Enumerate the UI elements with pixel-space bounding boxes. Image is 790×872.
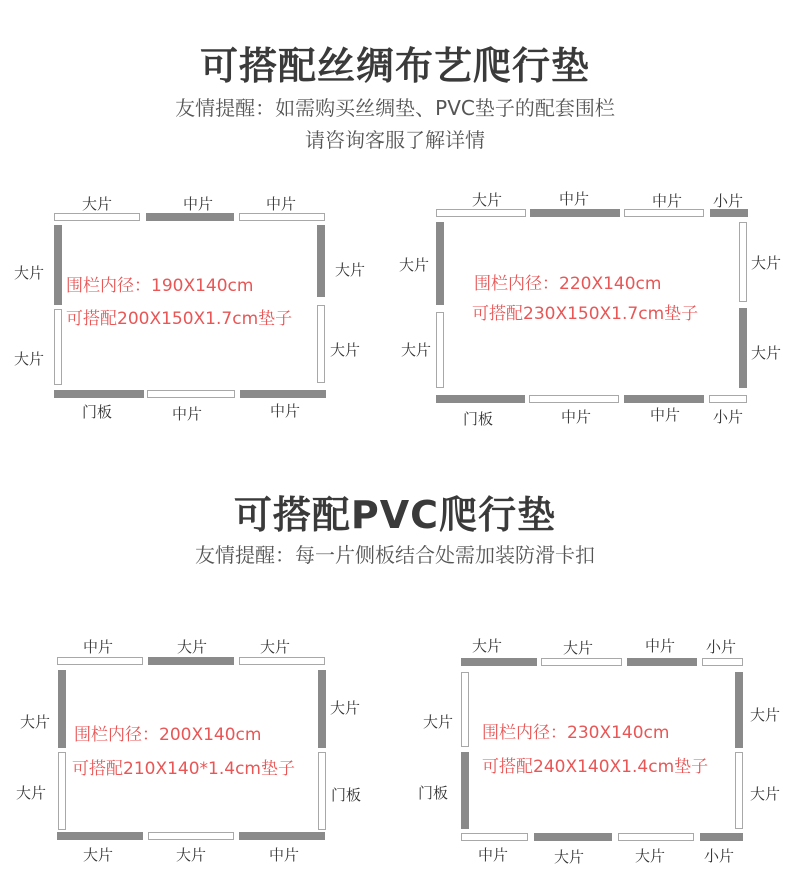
fence-panel-dark	[54, 390, 144, 398]
panel-label-bottom: 大片	[635, 847, 666, 865]
fence-panel-light	[57, 657, 143, 665]
section2-note: 友情提醒：每一片侧板结合处需加装防滑卡扣	[195, 543, 595, 567]
fence-panel-dark	[534, 833, 612, 841]
fence-panel-dark	[436, 222, 444, 305]
panel-label-right: 大片	[330, 341, 361, 359]
inner-dimension: 围栏内径：230X140cm	[482, 723, 670, 743]
panel-label-bottom: 中片	[270, 402, 301, 420]
panel-label-left: 大片	[14, 264, 45, 282]
panel-label-right: 大片	[751, 344, 782, 362]
fence-panel-dark	[700, 833, 743, 841]
fence-panel-dark	[239, 832, 325, 840]
panel-label-top: 小片	[713, 192, 744, 210]
panel-label-bottom: 中片	[478, 846, 509, 864]
panel-label-bottom: 大片	[83, 846, 114, 864]
panel-label-top: 大片	[177, 638, 208, 656]
panel-label-top: 中片	[652, 192, 683, 210]
fence-panel-light	[735, 752, 743, 829]
panel-label-bottom: 中片	[172, 405, 203, 423]
fence-panel-light	[461, 672, 469, 747]
fence-panel-dark	[240, 390, 326, 398]
fence-panel-dark	[739, 308, 747, 388]
fence-panel-light	[54, 309, 62, 385]
fence-panel-dark	[530, 209, 620, 217]
fence-panel-light	[739, 222, 747, 302]
panel-label-bottom: 门板	[82, 403, 113, 421]
fence-panel-light	[436, 209, 526, 217]
fence-panel-light	[148, 832, 234, 840]
panel-label-bottom: 中片	[650, 406, 681, 424]
panel-label-top: 中片	[645, 637, 676, 655]
panel-label-left: 大片	[16, 784, 47, 802]
fence-panel-light	[709, 395, 747, 403]
fence-panel-light	[461, 833, 528, 841]
mat-size: 可搭配210X140*1.4cm垫子	[72, 759, 295, 779]
section1-note-line2: 请咨询客服了解详情	[305, 128, 485, 152]
fence-panel-dark	[436, 395, 525, 403]
panel-label-bottom: 中片	[561, 408, 592, 426]
panel-label-right: 大片	[335, 261, 366, 279]
panel-label-right: 大片	[750, 785, 781, 803]
panel-label-top: 大片	[260, 638, 291, 656]
panel-label-top: 中片	[183, 195, 214, 213]
fence-panel-dark	[624, 395, 704, 403]
fence-panel-light	[239, 213, 325, 221]
fence-panel-dark	[318, 670, 326, 748]
fence-panel-light	[702, 658, 743, 666]
section1-title: 可搭配丝绸布艺爬行垫	[199, 44, 590, 88]
panel-label-top: 中片	[559, 190, 590, 208]
fence-panel-light	[147, 390, 235, 398]
panel-label-top: 大片	[472, 637, 503, 655]
panel-label-left: 大片	[399, 256, 430, 274]
fence-panel-light	[529, 395, 619, 403]
inner-dimension: 围栏内径：200X140cm	[74, 725, 262, 745]
panel-label-right: 大片	[750, 706, 781, 724]
fence-panel-dark	[58, 670, 66, 748]
section1-note-line1: 友情提醒：如需购买丝绸垫、PVC垫子的配套围栏	[175, 96, 615, 120]
fence-panel-light	[239, 657, 325, 665]
fence-panel-dark	[461, 658, 537, 666]
fence-panel-dark	[627, 658, 697, 666]
panel-label-left: 大片	[14, 350, 45, 368]
fence-panel-light	[54, 213, 140, 221]
panel-label-left: 大片	[401, 341, 432, 359]
panel-label-top: 大片	[82, 195, 113, 213]
panel-label-left: 大片	[20, 713, 51, 731]
fence-panel-dark	[54, 225, 62, 305]
fence-panel-light	[541, 658, 622, 666]
mat-size: 可搭配230X150X1.7cm垫子	[472, 304, 699, 324]
fence-panel-dark	[148, 657, 234, 665]
fence-panel-light	[58, 752, 66, 830]
panel-label-bottom: 大片	[176, 846, 207, 864]
mat-size: 可搭配200X150X1.7cm垫子	[66, 309, 293, 329]
panel-label-top: 中片	[266, 195, 297, 213]
inner-dimension: 围栏内径：220X140cm	[474, 274, 662, 294]
fence-panel-dark	[57, 832, 143, 840]
inner-dimension: 围栏内径：190X140cm	[66, 276, 254, 296]
fence-panel-dark	[461, 752, 469, 829]
panel-label-bottom: 中片	[269, 846, 300, 864]
fence-panel-light	[436, 312, 444, 388]
panel-label-top: 大片	[472, 191, 503, 209]
panel-label-bottom: 大片	[554, 848, 585, 866]
panel-label-right: 门板	[331, 786, 362, 804]
panel-label-right: 大片	[330, 699, 361, 717]
panel-label-bottom: 门板	[463, 410, 494, 428]
fence-panel-dark	[317, 225, 325, 297]
panel-label-left: 门板	[418, 784, 449, 802]
fence-panel-light	[618, 833, 694, 841]
panel-label-bottom: 小片	[704, 847, 735, 865]
panel-label-top: 中片	[83, 638, 114, 656]
fence-panel-dark	[735, 672, 743, 748]
panel-label-top: 小片	[706, 638, 737, 656]
fence-panel-light	[317, 305, 325, 383]
fence-panel-light	[318, 752, 326, 830]
fence-panel-dark	[146, 213, 234, 221]
panel-label-top: 大片	[563, 639, 594, 657]
mat-size: 可搭配240X140X1.4cm垫子	[482, 757, 709, 777]
section2-title: 可搭配PVC爬行垫	[233, 493, 557, 537]
panel-label-right: 大片	[751, 254, 782, 272]
panel-label-left: 大片	[423, 713, 454, 731]
panel-label-bottom: 小片	[713, 408, 744, 426]
